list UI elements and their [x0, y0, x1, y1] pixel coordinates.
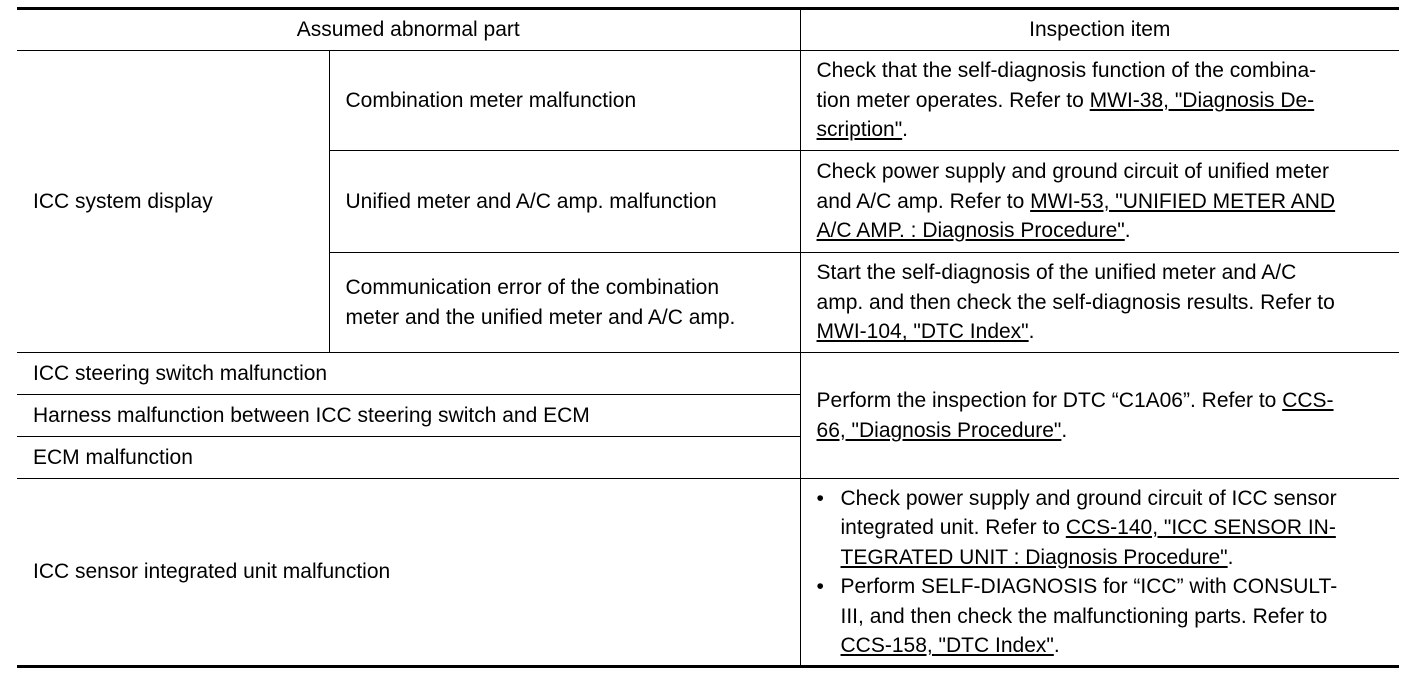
table-row — [17, 479, 1399, 667]
link-ccs-66[interactable]: CCS- 66, "Diagnosis Procedure" — [816, 389, 1334, 442]
part-icc-system-display: ICC system display — [17, 51, 329, 353]
header-row — [17, 9, 1399, 51]
list-item: • Perform SELF-DIAGNOSIS for “ICC” with CONSULT- III, and then check the malfunctioning parts. Refer to CCS-158, "DTC Index". — [817, 572, 1400, 661]
link-mwi-104[interactable]: MWI-104, "DTC Index" — [816, 320, 1029, 344]
header-inspection-item: Inspection item — [800, 9, 1399, 51]
link-ccs-140[interactable]: CCS-140, "ICC SENSOR IN- TEGRATED UNIT : Diagnosis Procedure" — [840, 516, 1336, 569]
inspection-bullet-list — [817, 484, 1400, 661]
part-icc-steering-switch: ICC steering switch malfunction — [17, 353, 800, 395]
subpart-unified-meter: Unified meter and A/C amp. malfunction — [329, 151, 800, 253]
bullet-icon: • — [816, 486, 824, 510]
link-ccs-158[interactable]: CCS-158, "DTC Index" — [840, 634, 1054, 657]
inspection-communication-error: Start the self-diagnosis of the unified meter and A/C amp. and then check the self-diagnosis results. Refer to MWI-104, "DTC Index". — [800, 253, 1399, 353]
table-row — [17, 353, 1399, 395]
inspection-icc-sensor — [800, 479, 1399, 667]
inspection-unified-meter: Check power supply and ground circuit of unified meter and A/C amp. Refer to MWI-53, "UNIFIED METER AND A/C AMP. : Diagnosis Procedure". — [800, 151, 1399, 253]
bullet-icon: • — [816, 575, 824, 598]
table-row — [17, 51, 1399, 151]
inspection-combination-meter: Check that the self-diagnosis function of the combina- tion meter operates. Refer to MWI-38, "Diagnosis De- scription". — [800, 51, 1399, 151]
subpart-communication-error: Communication error of the combination meter and the unified meter and A/C amp. — [329, 253, 800, 353]
list-item: • Check power supply and ground circuit of ICC sensor integrated unit. Refer to CCS-140, "ICC SENSOR IN- TEGRATED UNIT : Diagnosis Procedure". — [817, 484, 1400, 573]
diagnosis-table — [17, 7, 1399, 668]
header-assumed-abnormal-part: Assumed abnormal part — [17, 9, 800, 51]
subpart-combination-meter: Combination meter malfunction — [329, 51, 800, 151]
inspection-steering: Perform the inspection for DTC “C1A06”. Refer to CCS- 66, "Diagnosis Procedure". — [800, 353, 1399, 479]
link-mwi-53[interactable]: MWI-53, "UNIFIED METER AND A/C AMP. : Diagnosis Procedure" — [816, 189, 1336, 243]
link-mwi-38[interactable]: MWI-38, "Diagnosis De- scription" — [816, 88, 1315, 142]
part-icc-sensor-unit: ICC sensor integrated unit malfunction — [17, 479, 800, 667]
part-harness-malfunction: Harness malfunction between ICC steering switch and ECM — [17, 395, 800, 437]
part-ecm-malfunction: ECM malfunction — [17, 437, 800, 479]
